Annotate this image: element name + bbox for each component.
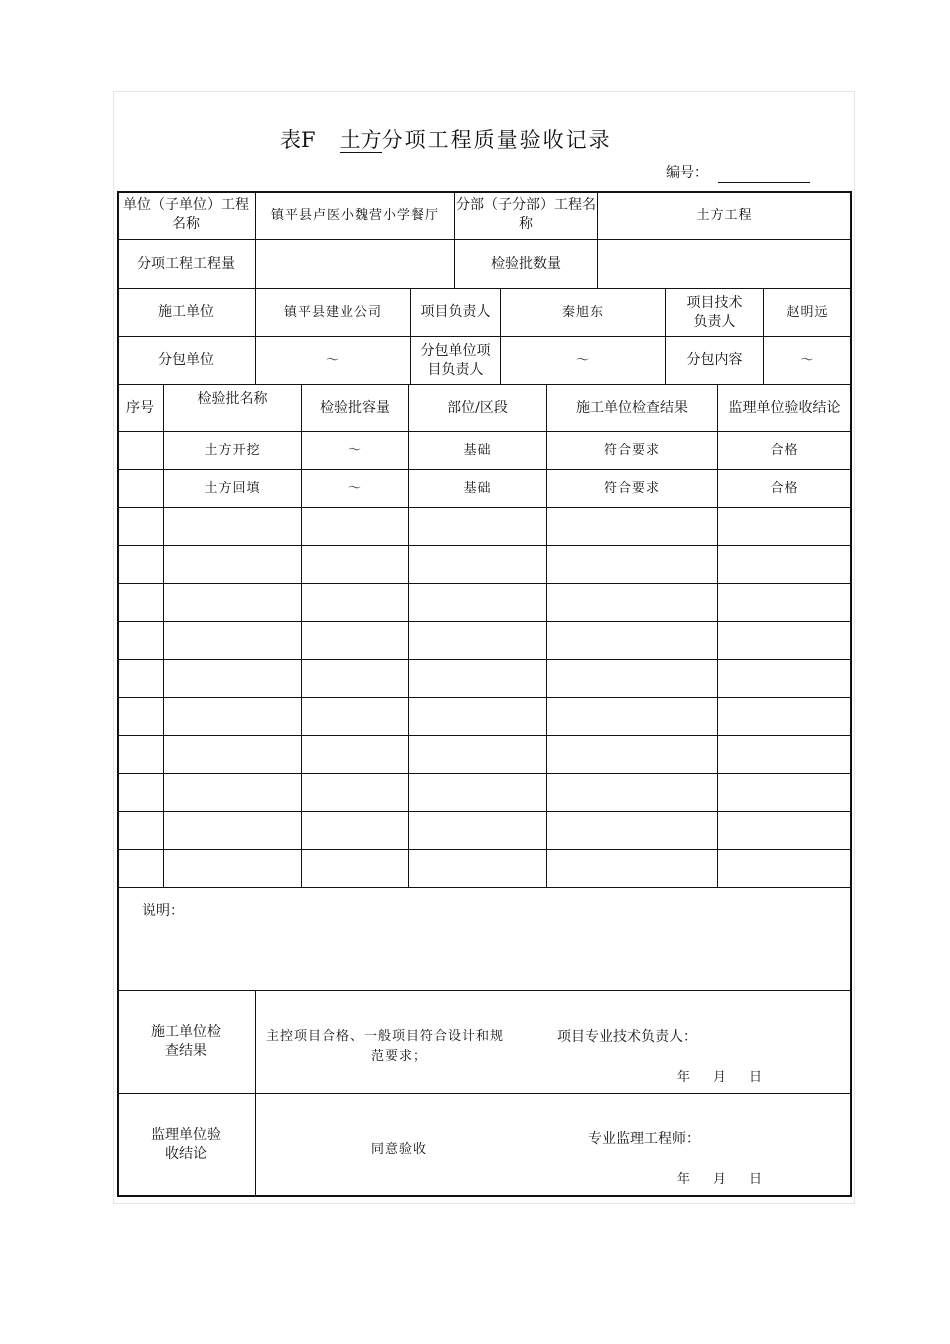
col-header-batch-name: 检验批名称 [164, 385, 302, 432]
cell-supervisor-result [718, 584, 852, 622]
subcontractor-value: ～ [256, 337, 411, 385]
cell-batch-name [164, 698, 302, 736]
cell-capacity: ～ [302, 470, 409, 508]
contractor-label: 施工单位 [117, 289, 256, 337]
cell-capacity [302, 546, 409, 584]
cell-batch-name [164, 812, 302, 850]
cell-index [117, 850, 164, 888]
subitem-quantity-value [256, 240, 455, 289]
cell-capacity [302, 508, 409, 546]
cell-contractor-result: 符合要求 [547, 470, 718, 508]
division-value: 土方工程 [598, 191, 852, 240]
contractor-check-result-line1: 主控项目合格、一般项目符合设计和规 [266, 1029, 505, 1044]
cell-location [409, 584, 547, 622]
cell-contractor-result: 符合要求 [547, 432, 718, 470]
cell-capacity [302, 622, 409, 660]
cell-location: 基础 [409, 470, 547, 508]
contractor-check-date-month: 月 [713, 1070, 728, 1085]
cell-batch-name: 土方回填 [164, 470, 302, 508]
form-code: 表F [280, 128, 316, 152]
sub-manager-value: ～ [501, 337, 666, 385]
project-manager-label: 项目负责人 [411, 289, 501, 337]
cell-index [117, 622, 164, 660]
cell-location: 基础 [409, 432, 547, 470]
cell-index [117, 812, 164, 850]
cell-supervisor-result: 合格 [718, 470, 852, 508]
tech-lead-label: 项目技术负责人 [666, 289, 764, 337]
supervisor-check-result: 同意验收 [371, 1142, 428, 1157]
form-number-label: 编号： [666, 165, 708, 181]
cell-capacity [302, 660, 409, 698]
cell-contractor-result [547, 508, 718, 546]
cell-supervisor-result [718, 812, 852, 850]
cell-location [409, 622, 547, 660]
contractor-check-date-year: 年 [677, 1070, 692, 1085]
cell-location [409, 774, 547, 812]
tech-lead-value: 赵明远 [764, 289, 852, 337]
cell-batch-name [164, 850, 302, 888]
batch-count-label: 检验批数量 [455, 240, 598, 289]
cell-batch-name [164, 508, 302, 546]
col-header-capacity: 检验批容量 [302, 385, 409, 432]
cell-supervisor-result [718, 546, 852, 584]
supervisor-check-date-year: 年 [677, 1172, 692, 1187]
cell-supervisor-result [718, 736, 852, 774]
contractor-check-label [117, 991, 256, 1094]
cell-batch-name [164, 622, 302, 660]
cell-location [409, 546, 547, 584]
cell-contractor-result [547, 736, 718, 774]
project-manager-value: 秦旭东 [501, 289, 666, 337]
cell-contractor-result [547, 584, 718, 622]
supervisor-check-date [677, 1168, 785, 1187]
cell-supervisor-result [718, 508, 852, 546]
form-subject: 土方 [339, 128, 382, 152]
cell-supervisor-result [718, 850, 852, 888]
notes-label: 说明： [142, 903, 184, 919]
contractor-check-result-line2: 范要求； [371, 1049, 428, 1064]
cell-supervisor-result [718, 622, 852, 660]
cell-index [117, 432, 164, 470]
cell-index [117, 736, 164, 774]
contractor-value: 镇平县建业公司 [256, 289, 411, 337]
supervisor-check-label-text: 监理单位验收结论 [151, 1127, 221, 1162]
cell-capacity [302, 698, 409, 736]
supervisor-check-date-month: 月 [713, 1172, 728, 1187]
col-header-index: 序号 [117, 385, 164, 432]
form-title-text: 分项工程质量验收记录 [381, 128, 612, 152]
form-number [666, 162, 708, 182]
contractor-check-label-text: 施工单位检查结果 [151, 1024, 221, 1059]
cell-batch-name [164, 660, 302, 698]
cell-index [117, 698, 164, 736]
cell-contractor-result [547, 546, 718, 584]
unit-project-value: 镇平县卢医小魏营小学餐厅 [256, 191, 455, 240]
cell-capacity [302, 736, 409, 774]
sub-manager-label: 分包单位项目负责人 [411, 337, 501, 385]
cell-contractor-result [547, 812, 718, 850]
sub-content-value: ～ [764, 337, 852, 385]
cell-location [409, 850, 547, 888]
cell-batch-name [164, 774, 302, 812]
sub-content-label: 分包内容 [666, 337, 764, 385]
cell-contractor-result [547, 774, 718, 812]
cell-contractor-result [547, 622, 718, 660]
supervisor-check-signer-label: 专业监理工程师： [588, 1131, 700, 1147]
cell-contractor-result [547, 850, 718, 888]
col-header-contractor-result: 施工单位检查结果 [547, 385, 718, 432]
contractor-check-signer-label: 项目专业技术负责人： [557, 1029, 697, 1045]
cell-contractor-result [547, 660, 718, 698]
cell-index [117, 508, 164, 546]
cell-capacity [302, 850, 409, 888]
cell-location [409, 660, 547, 698]
cell-location [409, 508, 547, 546]
cell-index [117, 660, 164, 698]
supervisor-check-date-day: 日 [749, 1172, 764, 1187]
cell-supervisor-result [718, 698, 852, 736]
cell-location [409, 736, 547, 774]
cell-location [409, 812, 547, 850]
cell-supervisor-result: 合格 [718, 432, 852, 470]
col-header-location: 部位/区段 [409, 385, 547, 432]
col-header-supervisor-result: 监理单位验收结论 [718, 385, 852, 432]
contractor-check-date [677, 1066, 785, 1085]
cell-batch-name [164, 546, 302, 584]
form-number-field[interactable] [718, 182, 810, 183]
supervisor-check-label [117, 1094, 256, 1197]
unit-project-label: 单位（子单位）工程名称 [117, 191, 256, 240]
cell-contractor-result [547, 698, 718, 736]
form-title [280, 124, 612, 156]
notes-box [117, 887, 852, 991]
cell-capacity [302, 812, 409, 850]
division-label: 分部（子分部）工程名称 [455, 191, 598, 240]
cell-index [117, 584, 164, 622]
cell-index [117, 546, 164, 584]
cell-supervisor-result [718, 774, 852, 812]
batch-count-value [598, 240, 852, 289]
subcontractor-label: 分包单位 [117, 337, 256, 385]
cell-batch-name [164, 736, 302, 774]
subitem-quantity-label: 分项工程工程量 [117, 240, 256, 289]
cell-index [117, 470, 164, 508]
cell-supervisor-result [718, 660, 852, 698]
cell-capacity [302, 774, 409, 812]
cell-capacity [302, 584, 409, 622]
cell-capacity: ～ [302, 432, 409, 470]
contractor-check-date-day: 日 [749, 1070, 764, 1085]
cell-index [117, 774, 164, 812]
cell-location [409, 698, 547, 736]
cell-batch-name [164, 584, 302, 622]
cell-batch-name: 土方开挖 [164, 432, 302, 470]
